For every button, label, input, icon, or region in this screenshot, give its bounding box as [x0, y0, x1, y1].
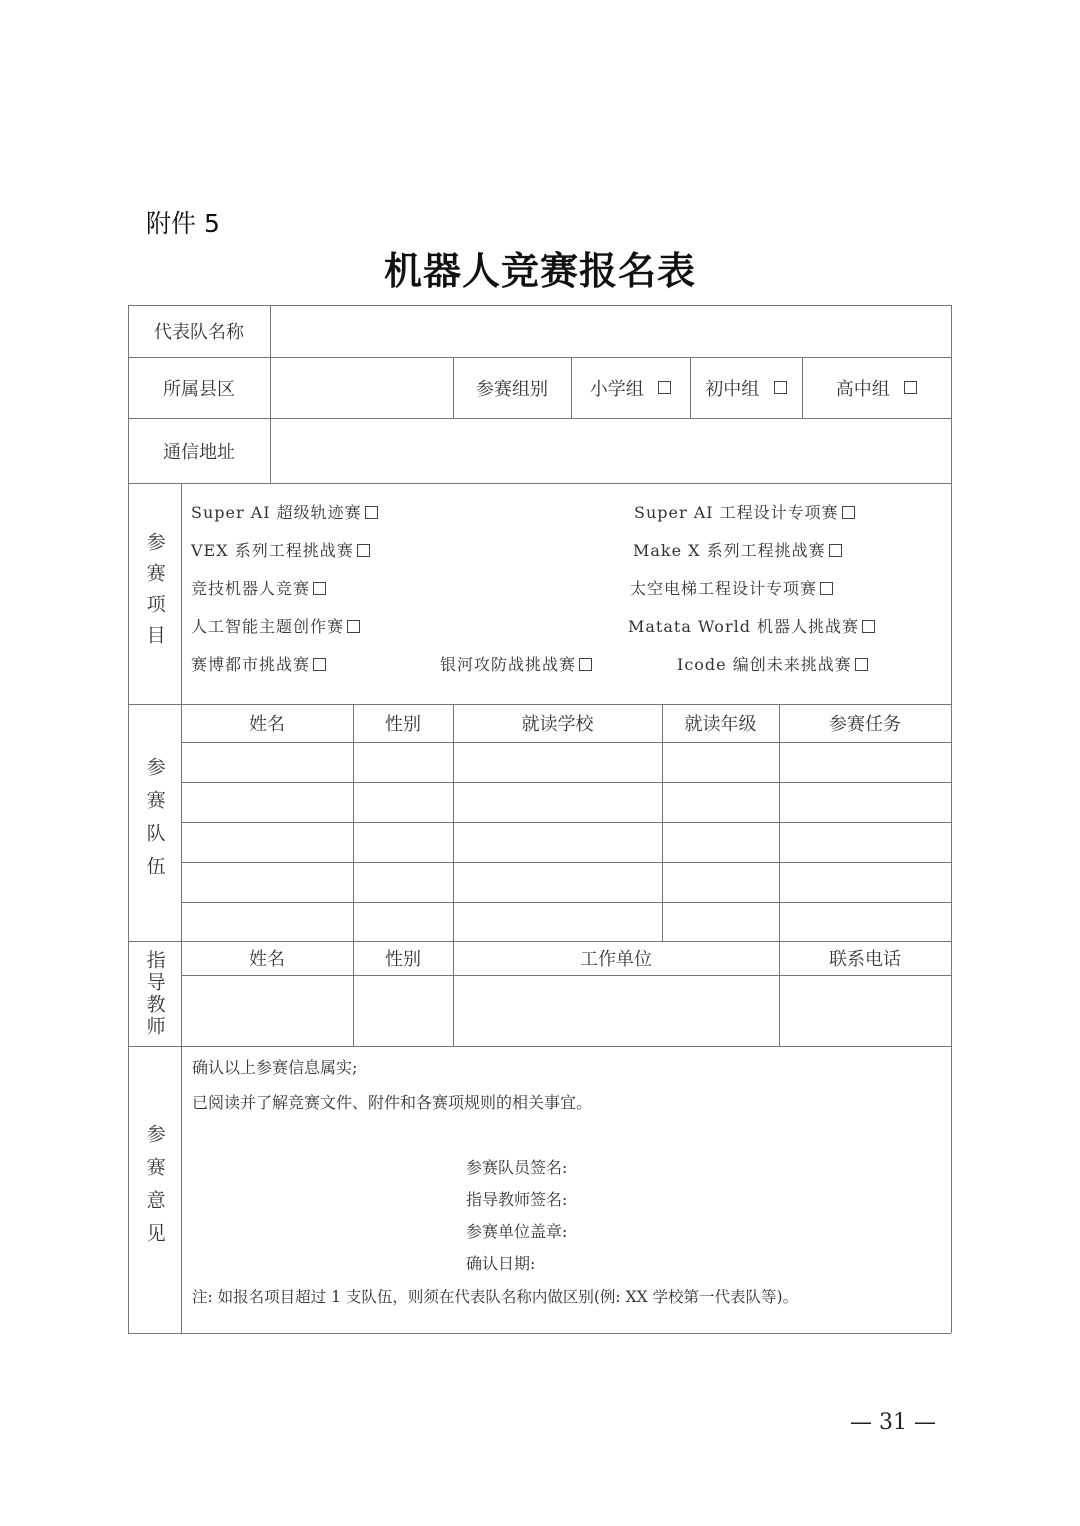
- event-option[interactable]: [191, 500, 378, 523]
- checkbox-icon[interactable]: [904, 381, 917, 394]
- event-option[interactable]: [630, 576, 833, 599]
- team-name-label: 代表队名称: [154, 322, 244, 343]
- event-name: 太空电梯工程设计专项赛: [630, 579, 818, 598]
- coach-col-header: 联系电话: [829, 949, 901, 970]
- event-option[interactable]: [633, 538, 842, 561]
- checkbox-icon[interactable]: [855, 658, 868, 671]
- group-option-label: 高中组: [835, 378, 890, 400]
- event-option[interactable]: [628, 614, 875, 637]
- event-option[interactable]: [440, 652, 592, 675]
- address-label: 通信地址: [163, 441, 235, 463]
- checkbox-icon[interactable]: [579, 658, 592, 671]
- group-option-senior[interactable]: [802, 357, 951, 418]
- page-title: 机器人竞赛报名表: [383, 248, 696, 293]
- event-name: 人工智能主题创作赛: [191, 617, 345, 636]
- row-divider: [181, 902, 951, 903]
- row-divider: [181, 742, 951, 743]
- note-text: 注: 如报名项目超过 1 支队伍，则须在代表队名称内做区别(例: XX 学校第一代表队等)。: [192, 1288, 799, 1306]
- event-option[interactable]: [191, 576, 326, 599]
- coach-col-header: 性别: [385, 949, 421, 970]
- event-name: VEX 系列工程挑战赛: [191, 541, 354, 560]
- event-option[interactable]: [634, 500, 855, 523]
- col-divider: [779, 704, 780, 1046]
- event-option[interactable]: [191, 652, 326, 675]
- team-col-header: 参赛任务: [829, 714, 901, 735]
- col-divider: [353, 704, 354, 1046]
- team-col-header: 性别: [385, 714, 421, 735]
- coach-label: [128, 941, 181, 1046]
- event-name: 银河攻防战挑战赛: [440, 655, 577, 674]
- checkbox-icon[interactable]: [313, 582, 326, 595]
- checkbox-icon[interactable]: [820, 582, 833, 595]
- group-option-primary[interactable]: [571, 357, 690, 418]
- event-name: Icode 编创未来挑战赛: [677, 655, 852, 674]
- event-name: Super AI 工程设计专项赛: [634, 503, 839, 522]
- checkbox-icon[interactable]: [365, 506, 378, 519]
- coach-label-text: 指导教师: [143, 949, 166, 1038]
- checkbox-icon[interactable]: [862, 620, 875, 633]
- table-border-right: [951, 305, 952, 1333]
- event-name: Make X 系列工程挑战赛: [633, 541, 826, 560]
- opinion-label-text: 参赛意见: [143, 1123, 166, 1256]
- team-label: [128, 704, 181, 941]
- confirm-date-label: 确认日期:: [466, 1254, 536, 1273]
- event-name: Super AI 超级轨迹赛: [191, 503, 362, 522]
- event-option[interactable]: [677, 652, 868, 675]
- group-option-label: 小学组: [589, 378, 644, 400]
- group-option-label: 初中组: [705, 378, 760, 400]
- address-field[interactable]: [272, 420, 950, 482]
- member-signature-label: 参赛队员签名:: [466, 1158, 568, 1177]
- coach-col-header: 工作单位: [580, 949, 652, 970]
- row-divider: [181, 822, 951, 823]
- row-divider: [128, 483, 951, 484]
- unit-seal-label: 参赛单位盖章:: [466, 1222, 568, 1241]
- events-label-text: 参赛项目: [143, 531, 166, 656]
- checkbox-icon[interactable]: [774, 381, 787, 394]
- table-border-bottom: [128, 1333, 951, 1334]
- team-name-field[interactable]: [272, 307, 950, 356]
- team-label-text: 参赛队伍: [143, 756, 166, 889]
- row-divider: [128, 1046, 951, 1047]
- county-field[interactable]: [272, 359, 452, 417]
- checkbox-icon[interactable]: [829, 544, 842, 557]
- row-divider: [181, 862, 951, 863]
- row-divider: [181, 782, 951, 783]
- event-name: 竞技机器人竞赛: [191, 579, 311, 598]
- event-name: 赛博都市挑战赛: [191, 655, 311, 674]
- coach-col-header: 姓名: [249, 949, 285, 970]
- opinion-label: [128, 1046, 181, 1333]
- col-divider: [453, 704, 454, 1046]
- coach-signature-label: 指导教师签名:: [466, 1190, 568, 1209]
- checkbox-icon[interactable]: [658, 381, 671, 394]
- event-name: Matata World 机器人挑战赛: [628, 617, 860, 636]
- checkbox-icon[interactable]: [357, 544, 370, 557]
- col-divider: [181, 483, 182, 1333]
- checkbox-icon[interactable]: [347, 620, 360, 633]
- row-divider: [181, 975, 951, 976]
- events-label: [128, 483, 181, 704]
- attachment-label: 附件 5: [146, 209, 220, 238]
- county-label: 所属县区: [163, 378, 235, 400]
- event-option[interactable]: [191, 538, 370, 561]
- group-label: 参赛组别: [476, 378, 548, 400]
- confirm-line-2: 已阅读并了解竞赛文件、附件和各赛项规则的相关事宜。: [192, 1093, 593, 1112]
- col-divider: [270, 305, 271, 483]
- team-col-header: 就读年级: [684, 714, 757, 735]
- team-col-header: 就读学校: [521, 714, 594, 735]
- team-col-header: 姓名: [249, 714, 285, 735]
- page-number: — 31 —: [850, 1410, 936, 1435]
- group-option-junior[interactable]: [690, 357, 802, 418]
- confirm-line-1: 确认以上参赛信息属实;: [192, 1058, 358, 1077]
- checkbox-icon[interactable]: [313, 658, 326, 671]
- checkbox-icon[interactable]: [842, 506, 855, 519]
- event-option[interactable]: [191, 614, 360, 637]
